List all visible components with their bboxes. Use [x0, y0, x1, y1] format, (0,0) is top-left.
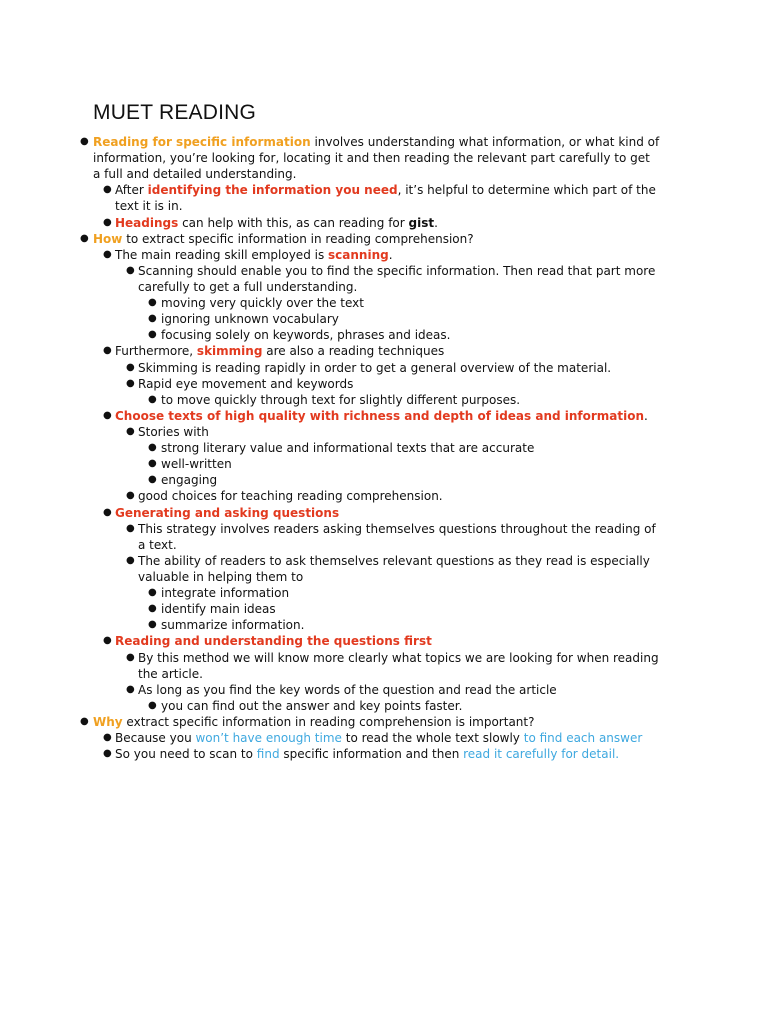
- highlighted-text: Generating and asking questions: [115, 505, 340, 520]
- text-segment: Because you: [115, 731, 196, 746]
- highlighted-text: Why: [93, 714, 123, 729]
- highlighted-text: skimming: [196, 344, 263, 359]
- bullet-icon: ●: [126, 425, 135, 437]
- text-segment: specific information and then: [279, 747, 464, 762]
- text-segment: As long as you find the key words of the question and read the article: [138, 682, 557, 697]
- text-segment: Skimming is reading rapidly in order to get a general overview of the material.: [138, 360, 612, 375]
- bullet-item: [0, 424, 768, 440]
- bullet-icon: ●: [148, 442, 157, 454]
- text-segment: Rapid eye movement and keywords: [138, 376, 354, 391]
- bullet-icon: ●: [103, 506, 112, 518]
- highlighted-text: won’t have enough time: [195, 731, 342, 746]
- bullet-item: [0, 617, 768, 633]
- text-segment: So you need to scan to: [115, 747, 257, 762]
- highlighted-text: Reading for specific information: [93, 135, 311, 149]
- bullet-item-continuation: [0, 150, 768, 166]
- bullet-icon: ●: [126, 377, 135, 389]
- text-segment: engaging: [161, 473, 218, 488]
- text-segment: to extract specific information in reading comprehension?: [122, 231, 474, 246]
- bullet-item: [0, 698, 768, 714]
- text-segment: good choices for teaching reading comprehension.: [138, 489, 443, 504]
- text-segment: .: [434, 215, 438, 230]
- bullet-item: [0, 408, 768, 424]
- bullet-item: [0, 360, 768, 376]
- highlighted-text: read it carefully for detail.: [463, 747, 620, 762]
- bullet-item: [0, 134, 768, 150]
- bullet-item: [0, 343, 768, 359]
- bullet-icon: ●: [148, 329, 157, 341]
- bullet-item: [0, 714, 768, 730]
- bullet-item-continuation: [0, 569, 768, 585]
- text-segment: text it is in.: [115, 199, 183, 214]
- bullet-item: [0, 295, 768, 311]
- text-segment: summarize information.: [161, 618, 305, 633]
- text-segment: can help with this, as can reading for: [178, 215, 409, 230]
- bullet-icon: ●: [126, 361, 135, 373]
- text-segment: Furthermore,: [115, 344, 197, 359]
- bullet-item: [0, 682, 768, 698]
- text-segment: Scanning should enable you to find the specific information. Then read that part more: [138, 263, 656, 278]
- bullet-item: [0, 456, 768, 472]
- bullet-icon: ●: [103, 345, 112, 357]
- text-segment: focusing solely on keywords, phrases and ideas.: [161, 328, 451, 343]
- text-segment: moving very quickly over the text: [161, 296, 364, 311]
- text-segment: a text.: [138, 537, 177, 552]
- text-segment: involves understanding what information, or what kind of: [310, 135, 660, 149]
- bullet-item: [0, 730, 768, 746]
- bullet-icon: ●: [103, 216, 112, 228]
- highlighted-text: to find each answer: [523, 731, 643, 746]
- bullet-icon: ●: [103, 184, 112, 196]
- bullet-item: [0, 553, 768, 569]
- text-segment: This strategy involves readers asking themselves questions throughout the reading of: [138, 521, 656, 536]
- bullet-icon: ●: [148, 313, 157, 325]
- text-segment: The ability of readers to ask themselves relevant questions as they read is especially: [138, 553, 650, 568]
- text-segment: to read the whole text slowly: [341, 731, 524, 746]
- bullet-icon: ●: [103, 732, 112, 744]
- text-segment: .: [644, 408, 648, 423]
- text-segment: valuable in helping them to: [138, 569, 304, 584]
- bullet-item: [0, 182, 768, 198]
- text-segment: the article.: [138, 666, 203, 681]
- text-segment: a full and detailed understanding.: [93, 167, 297, 182]
- bullet-icon: ●: [148, 393, 157, 405]
- text-segment: are also a reading techniques: [262, 344, 445, 359]
- bullet-icon: ●: [80, 715, 89, 727]
- bullet-item: [0, 472, 768, 488]
- text-segment: .: [388, 247, 393, 262]
- bullet-icon: ●: [126, 683, 135, 695]
- bullet-icon: ●: [148, 699, 157, 711]
- bullet-item-continuation: [0, 279, 768, 295]
- bullet-item: [0, 376, 768, 392]
- bullet-icon: ●: [80, 136, 89, 147]
- bullet-item: [0, 585, 768, 601]
- text-segment: extract specific information in reading comprehension is important?: [122, 714, 535, 729]
- bullet-item: [0, 215, 768, 231]
- text-segment: carefully to get a full understanding.: [138, 279, 358, 294]
- bullet-icon: ●: [103, 248, 112, 260]
- bullet-icon: ●: [148, 458, 157, 470]
- text-segment: strong literary value and informational texts that are accurate: [161, 441, 535, 456]
- bullet-icon: ●: [126, 522, 135, 534]
- bullet-item: [0, 633, 768, 649]
- text-segment: After: [115, 183, 148, 198]
- highlighted-text: Headings: [115, 215, 179, 230]
- bullet-item: [0, 505, 768, 521]
- bullet-item: [0, 311, 768, 327]
- bullet-item: [0, 327, 768, 343]
- bullet-item: [0, 247, 768, 263]
- bullet-icon: ●: [148, 474, 157, 486]
- bullet-item: [0, 746, 768, 762]
- text-segment: information, you’re looking for, locating it and then reading the relevant part carefully to get: [93, 151, 650, 166]
- text-segment: , it’s helpful to determine which part of the: [397, 183, 656, 198]
- document-body: [0, 134, 768, 762]
- bullet-item-continuation: [0, 537, 768, 553]
- highlighted-text: Reading and understanding the questions first: [115, 634, 432, 649]
- text-segment: well-written: [161, 457, 232, 472]
- text-segment: ignoring unknown vocabulary: [161, 312, 339, 327]
- text-segment: you can find out the answer and key points faster.: [161, 698, 463, 713]
- bullet-icon: ●: [148, 587, 157, 599]
- highlighted-text: scanning: [328, 247, 389, 262]
- text-segment: integrate information: [161, 586, 290, 601]
- bullet-item: [0, 392, 768, 408]
- text-segment: By this method we will know more clearly what topics we are looking for when reading: [138, 650, 659, 665]
- bullet-item: [0, 440, 768, 456]
- bullet-item: [0, 650, 768, 666]
- bullet-icon: ●: [126, 651, 135, 663]
- bullet-item: [0, 488, 768, 504]
- highlighted-text: identifying the information you need: [147, 183, 398, 198]
- text-segment: to move quickly through text for slightly different purposes.: [161, 392, 521, 407]
- bullet-icon: ●: [148, 619, 157, 631]
- document-title: MUET READING: [93, 101, 257, 124]
- highlighted-text: How: [93, 231, 123, 246]
- text-segment: Stories with: [138, 424, 209, 439]
- bullet-icon: ●: [126, 490, 135, 502]
- bullet-icon: ●: [103, 748, 112, 760]
- highlighted-text: find: [256, 747, 280, 762]
- bullet-icon: ●: [126, 554, 135, 566]
- highlighted-text: Choose texts of high quality with richness and depth of ideas and information: [115, 408, 645, 423]
- bullet-icon: ●: [80, 232, 89, 244]
- bullet-icon: ●: [148, 603, 157, 615]
- bullet-item: [0, 231, 768, 247]
- bullet-icon: ●: [103, 409, 112, 421]
- bullet-icon: ●: [148, 297, 157, 309]
- bullet-item: [0, 263, 768, 279]
- highlighted-text: gist: [408, 215, 435, 230]
- bullet-item-continuation: [0, 666, 768, 682]
- bullet-item: [0, 601, 768, 617]
- bullet-icon: ●: [126, 264, 135, 276]
- bullet-item: [0, 521, 768, 537]
- bullet-item-continuation: [0, 166, 768, 182]
- bullet-item-continuation: [0, 198, 768, 214]
- text-segment: identify main ideas: [161, 602, 276, 617]
- text-segment: The main reading skill employed is: [115, 247, 329, 262]
- bullet-icon: ●: [103, 635, 112, 647]
